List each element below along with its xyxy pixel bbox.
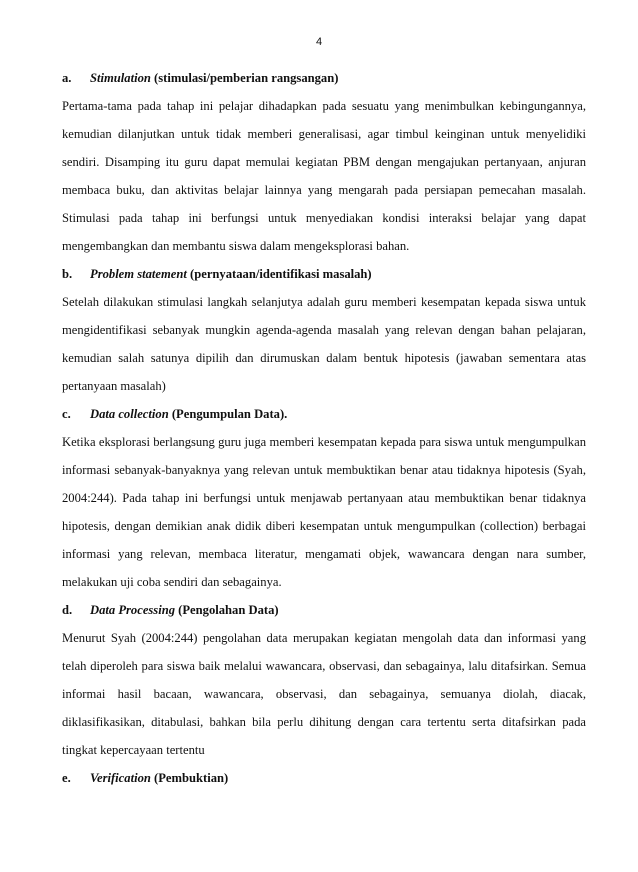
paragraph-line: Setelah dilakukan stimulasi langkah selanjutya adalah guru memberi kesempatan kepada siswa untuk [62,295,586,309]
section-subtitle: (stimulasi/pemberian rangsangan) [150,71,339,85]
paragraph-line: Menurut Syah (2004:244) pengolahan data merupakan kegiatan mengolah data dan informasi yang [62,631,586,645]
paragraph-line: melakukan uji coba sendiri dan sebagainya. [62,575,282,589]
section-term: Data Processing [90,603,176,617]
paragraph-line: pertanyaan masalah) [62,379,166,393]
paragraph-line: diklasifikasikan, ditabulasi, bahkan bila perlu dihitung dengan cara tertentu serta ditafsirkan pada [62,715,586,729]
section-subtitle: (Pengolahan Data) [175,603,279,617]
section-heading [62,764,586,792]
document-body [62,64,586,792]
paragraph-line: hipotesis, dengan demikian anak didik diberi kesempatan untuk mengumpulkan (collection) berbagai [62,519,586,533]
section-term: Stimulation [90,71,151,85]
paragraph-line: kemudian salah satunya dipilih dan dirumuskan dalam bentuk hipotesis (jawaban sementara atas [62,351,586,365]
paragraph-line: telah diperoleh para siswa baik melalui wawancara, observasi, dan sebagainya, lalu ditafsirkan. Semua [62,659,586,673]
paragraph-line: mengembangkan dan membantu siswa dalam mengeksplorasi bahan. [62,239,410,253]
paragraph-line: Pertama-tama pada tahap ini pelajar dihadapkan pada sesuatu yang menimbulkan kebingungannya, [62,99,586,113]
paragraph-line: Stimulasi pada tahap ini berfungsi untuk menyediakan kondisi interaksi belajar yang dapat [62,211,586,225]
page-number: 4 [315,36,323,48]
paragraph-line: informasi yang relevan, membaca literatur, mengamati objek, wawancara dengan nara sumber, [62,547,586,561]
section-subtitle: (Pembuktian) [150,771,229,785]
section-term: Problem statement [90,267,187,281]
paragraph-line: 2004:244). Pada tahap ini berfungsi untuk menjawab pertanyaan atau membuktikan benar tidaknya [62,491,586,505]
section-term: Data collection [90,407,169,421]
paragraph-line: mengidentifikasi sebanyak mungkin agenda-agenda masalah yang relevan dengan bahan pelajaran, [62,323,586,337]
section-heading [62,64,586,92]
section-letter: d. [62,603,73,617]
paragraph-line: informai hasil bacaan, wawancara, observasi, dan sebagainya, semuanya diolah, diacak, [62,687,586,701]
paragraph-line: sendiri. Disamping itu guru dapat memulai kegiatan PBM dengan mengajukan pertanyaan, anjuran [62,155,586,169]
section-letter: e. [62,771,71,785]
section-heading [62,596,586,624]
paragraph-line: membaca buku, dan aktivitas belajar lainnya yang mengarah pada persiapan pemecahan masalah. [62,183,586,197]
paragraph-line: informasi sebanyak-banyaknya yang relevan untuk membuktikan benar atau tidaknya hipotesis (Syah, [62,463,586,477]
section-heading [62,400,586,428]
section-letter: b. [62,267,73,281]
section-subtitle: (Pengumpulan Data). [168,407,288,421]
section-letter: a. [62,71,72,85]
section-heading [62,260,586,288]
section-subtitle: (pernyataan/identifikasi masalah) [186,267,372,281]
paragraph-line: tingkat kepercayaan tertentu [62,743,205,757]
section-term: Verification [90,771,151,785]
paragraph-line: Ketika eksplorasi berlangsung guru juga memberi kesempatan kepada para siswa untuk mengumpulkan [62,435,586,449]
paragraph-line: kemudian dilanjutkan untuk tidak memberi generalisasi, agar timbul keinginan untuk menyelidiki [62,127,586,141]
section-letter: c. [62,407,71,421]
